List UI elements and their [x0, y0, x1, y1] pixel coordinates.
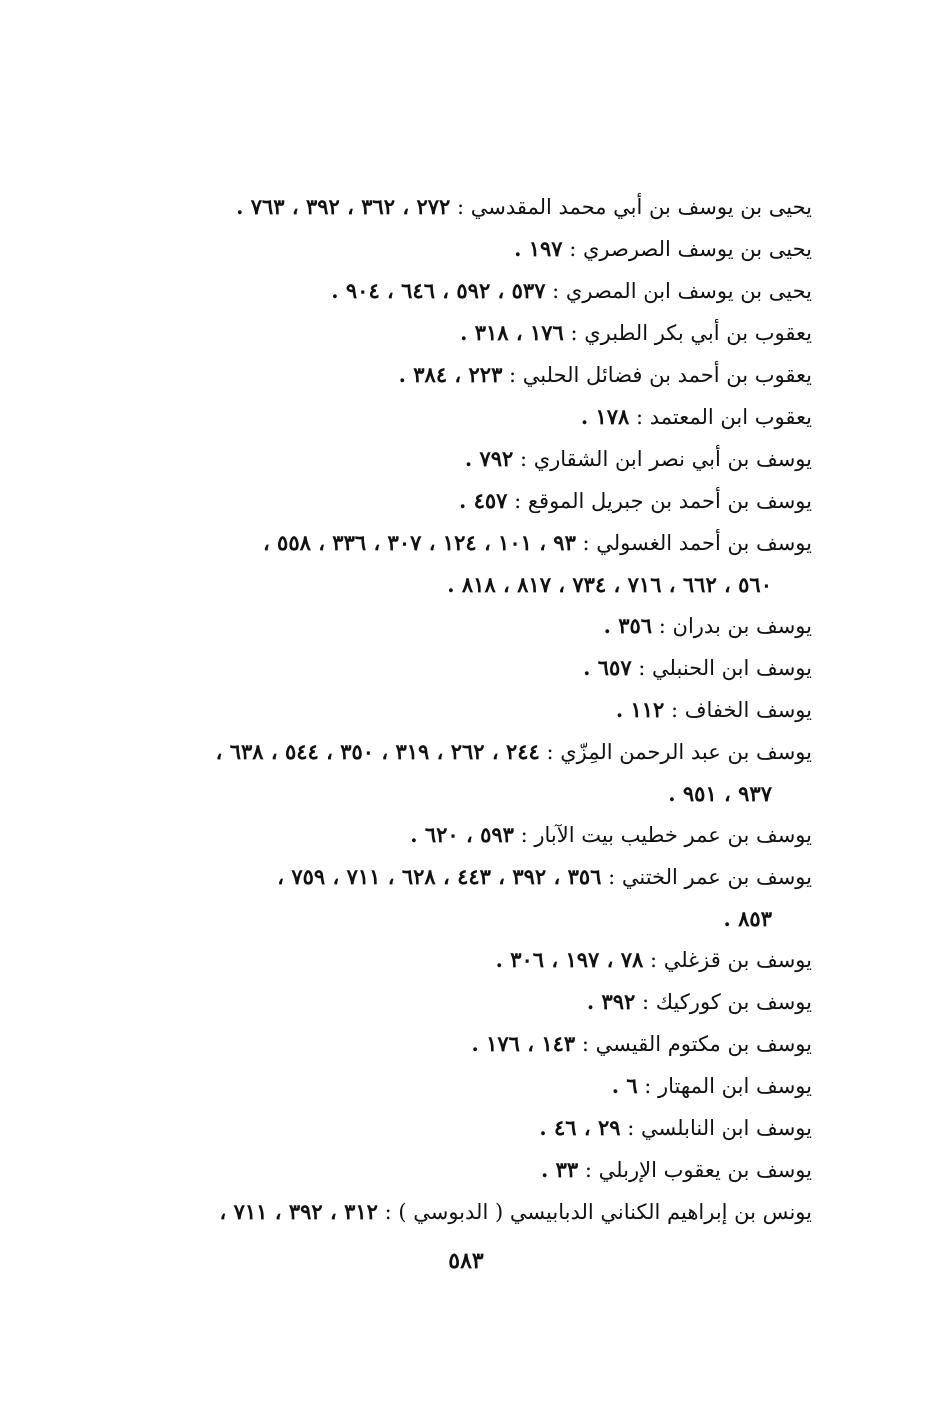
index-entry-1 [152, 228, 812, 270]
entry-name: يحيى بن يوسف ابن المصري : [545, 279, 812, 303]
index-entry-21 [152, 1191, 812, 1233]
entry-pages-continued: ٨٥٣ . [723, 906, 772, 931]
entry-name: يعقوب ابن المعتمد : [629, 405, 812, 429]
entry-pages: ٢٤٤ ، ٢٦٢ ، ٣١٩ ، ٣٥٠ ، ٥٤٤ ، ٦٣٨ ، [215, 739, 540, 764]
index-entry-7 [152, 480, 812, 522]
entry-name: يوسف ابن النابلسي : [620, 1116, 812, 1140]
entry-pages: ٧٨ ، ١٩٧ ، ٣٠٦ . [495, 947, 644, 972]
entry-name: يوسف بن أحمد بن جبريل الموقع : [507, 489, 812, 513]
entry-name: يونس بن إبراهيم الكناني الدبابيسي ( الدبوسي ) : [377, 1200, 812, 1224]
entry-pages: ٣٩٢ . [586, 989, 636, 1014]
entry-pages: ١٧٨ . [580, 404, 630, 429]
entry-pages: ٣٥٦ ، ٣٩٢ ، ٤٤٣ ، ٦٢٨ ، ٧١١ ، ٧٥٩ ، [277, 864, 602, 889]
entry-name: يوسف بن مكتوم القيسي : [575, 1032, 812, 1056]
index-entry-2 [152, 270, 812, 312]
index-entry-17 [152, 1023, 812, 1065]
entry-name: يوسف بن أحمد الغسولي : [575, 531, 812, 555]
entry-pages-continued: ٥٦٠ ، ٦٦٢ ، ٧١٦ ، ٧٣٤ ، ٨١٧ ، ٨١٨ . [447, 572, 772, 597]
entry-pages: ٧٩٢ . [464, 446, 514, 471]
entry-pages: ٤٥٧ . [458, 488, 508, 513]
entry-pages: ٣٥٦ . [603, 613, 653, 638]
entry-name: يحيى بن يوسف بن أبي محمد المقدسي : [450, 195, 812, 219]
index-entry-5 [152, 396, 812, 438]
entry-name: يحيى بن يوسف الصرصري : [562, 237, 812, 261]
index-entry-19 [152, 1107, 812, 1149]
entry-name: يعقوب بن أحمد بن فضائل الحلبي : [502, 363, 812, 387]
entry-pages: ٢٩ ، ٤٦ . [539, 1115, 621, 1140]
index-entry-6 [152, 438, 812, 480]
entry-name: يوسف ابن الحنبلي : [631, 656, 812, 680]
index-entry-14 [152, 856, 812, 939]
index-entry-13 [152, 814, 812, 856]
index-entry-18 [152, 1065, 812, 1107]
entry-pages: ٢٢٣ ، ٣٨٤ . [398, 362, 503, 387]
entry-pages: ٣١٢ ، ٣٩٢ ، ٧١١ ، [219, 1199, 378, 1224]
entry-pages: ١٩٧ . [514, 236, 563, 261]
index-entry-20 [152, 1149, 812, 1191]
entry-name: يوسف بن عبد الرحمن المِزّي : [539, 740, 812, 764]
entry-name: يوسف بن عمر خطيب بيت الآبار : [513, 823, 812, 847]
index-entry-12 [152, 731, 812, 814]
entry-name: يوسف بن قزغلي : [643, 948, 812, 972]
entry-name: يوسف ابن المهتار : [637, 1074, 812, 1098]
entry-name: يعقوب بن أبي بكر الطبري : [563, 321, 812, 345]
entry-pages: ٦٥٧ . [583, 655, 632, 680]
entry-pages: ٣٣ . [541, 1157, 579, 1182]
entry-pages: ٢٧٢ ، ٣٦٢ ، ٣٩٢ ، ٧٦٣ . [236, 194, 451, 219]
entry-pages: ١١٢ . [615, 697, 665, 722]
entry-name: يوسف الخفاف : [664, 698, 812, 722]
entry-pages: ١٧٦ ، ٣١٨ . [460, 320, 564, 345]
entry-name: يوسف بن كوركيك : [635, 990, 812, 1014]
entry-pages: ١٤٣ ، ١٧٦ . [471, 1031, 576, 1056]
index-entry-10 [152, 647, 812, 689]
index-entry-8 [152, 522, 812, 605]
index-entry-3 [152, 312, 812, 354]
index-entry-11 [152, 689, 812, 731]
index-entry-4 [152, 354, 812, 396]
index-entry-15 [152, 939, 812, 981]
entry-name: يوسف بن أبي نصر ابن الشقاري : [513, 447, 812, 471]
index-list [152, 186, 812, 1233]
entry-pages-continued: ٩٣٧ ، ٩٥١ . [668, 781, 772, 806]
entry-pages: ٥٩٣ ، ٦٢٠ . [410, 822, 514, 847]
index-entry-0 [152, 186, 812, 228]
entry-name: يوسف بن يعقوب الإربلي : [578, 1158, 812, 1182]
entry-pages: ٩٣ ، ١٠١ ، ١٢٤ ، ٣٠٧ ، ٣٣٦ ، ٥٥٨ ، [262, 530, 576, 555]
index-entry-16 [152, 981, 812, 1023]
page-number: ٥٨٣ [448, 1248, 484, 1274]
entry-name: يوسف بن بدران : [652, 614, 812, 638]
index-entry-9 [152, 605, 812, 647]
entry-pages: ٥٣٧ ، ٥٩٢ ، ٦٤٦ ، ٩٠٤ . [331, 278, 546, 303]
entry-name: يوسف بن عمر الختني : [601, 865, 812, 889]
entry-pages: ٦ . [611, 1073, 638, 1098]
